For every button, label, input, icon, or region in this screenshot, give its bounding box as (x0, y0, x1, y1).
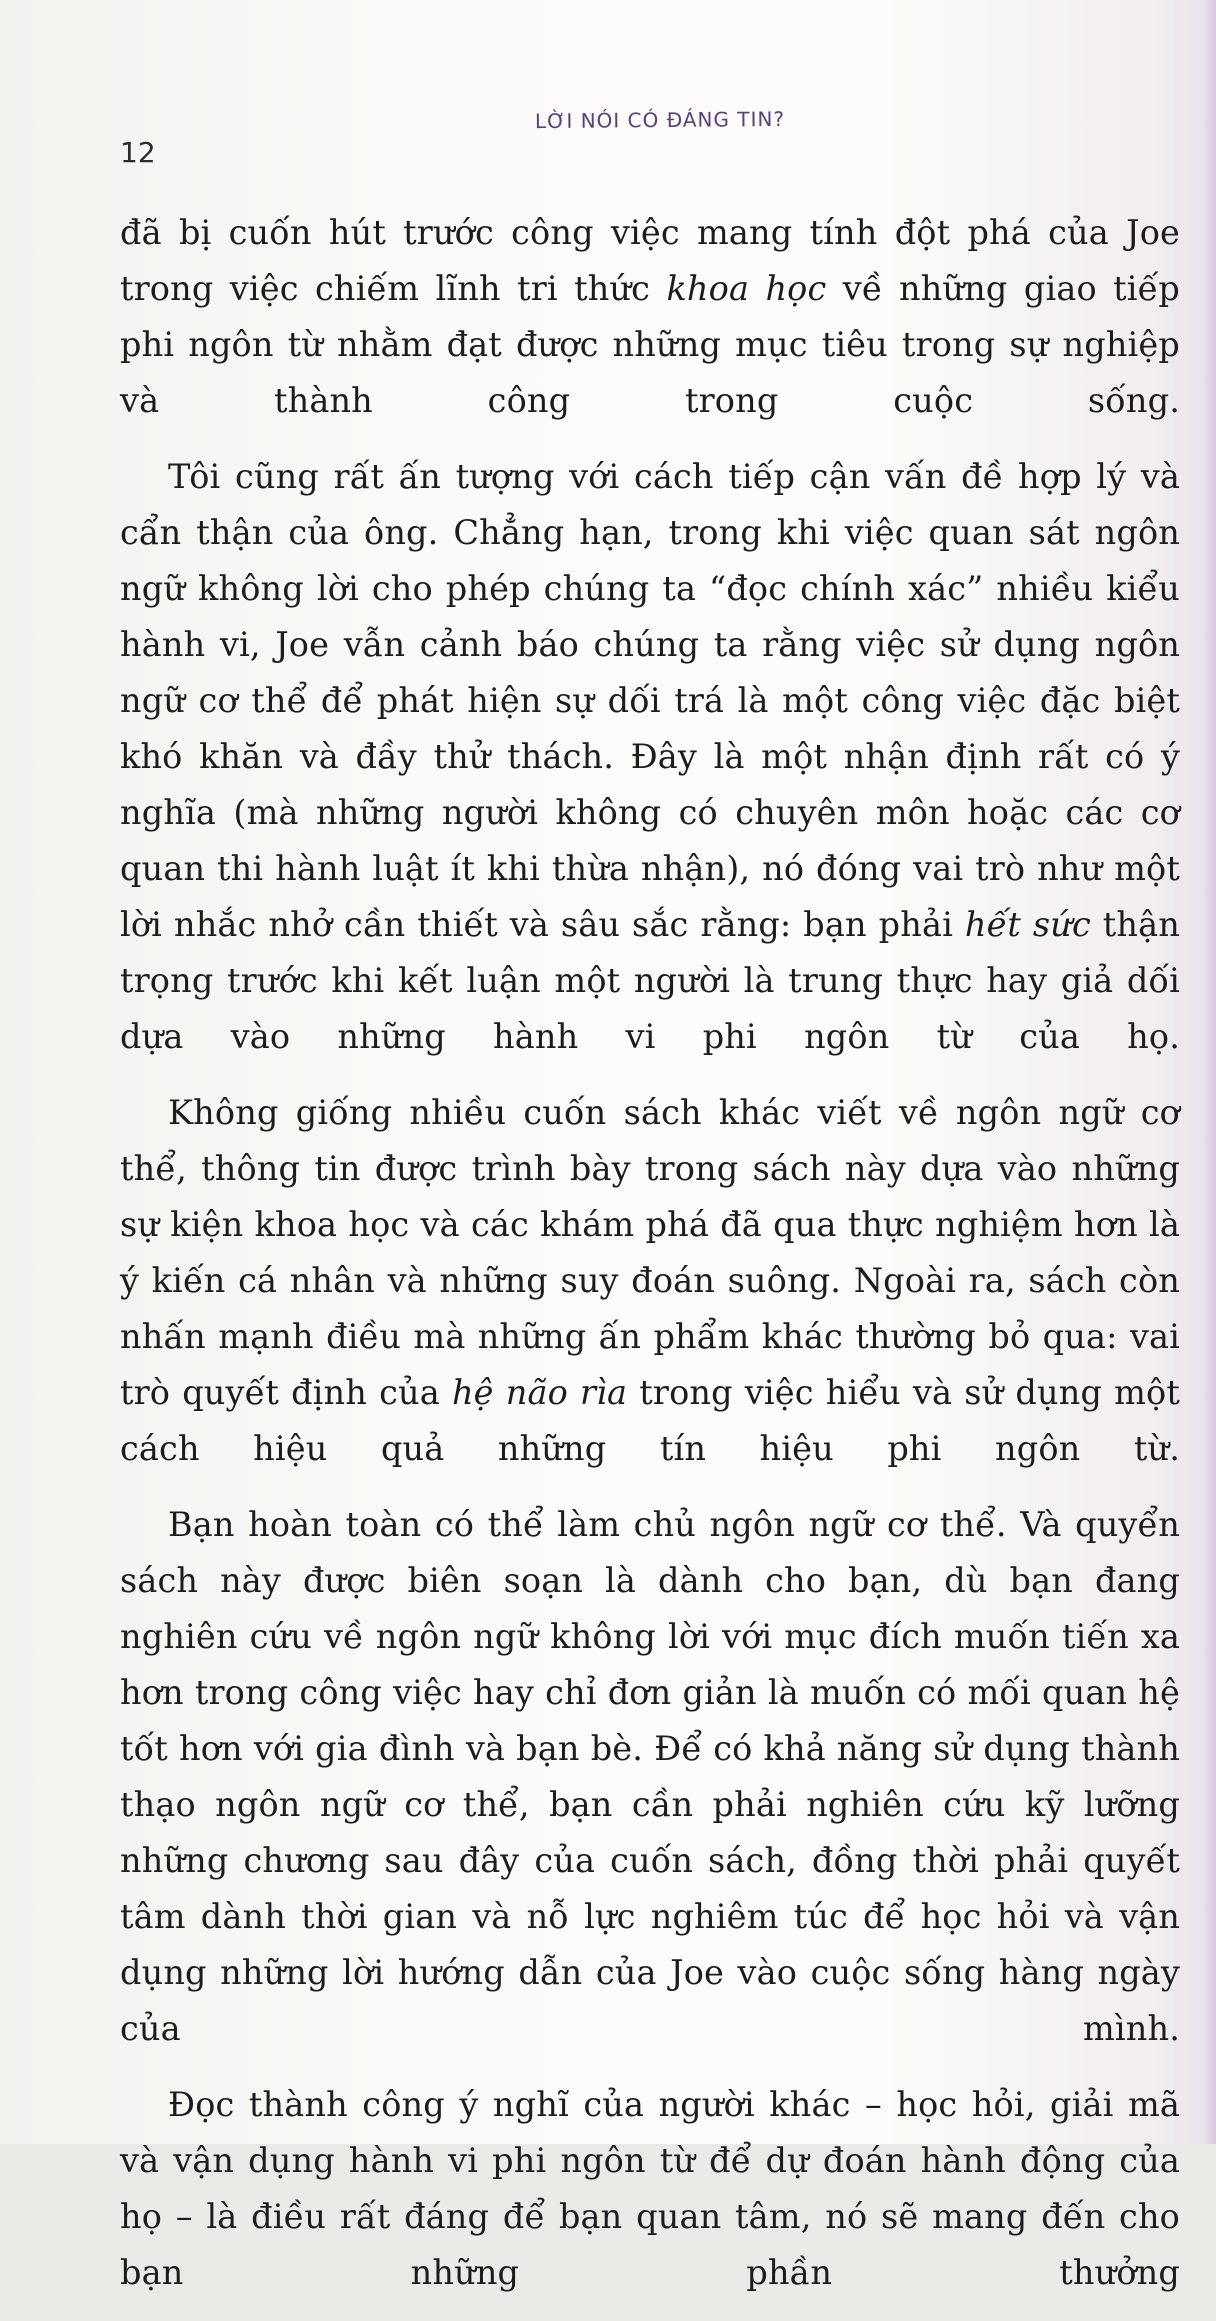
paragraph-2-italic: hết sức (964, 905, 1091, 944)
paragraph-2 (120, 449, 1180, 1065)
paragraph-4-text: Bạn hoàn toàn có thể làm chủ ngôn ngữ cơ thể. Và quyển sách này được biên soạn là dành cho bạn, dù bạn đang nghiên cứu về ngôn ngữ không lời với mục đích muốn tiến xa hơn trong công việc hay chỉ đơn giản là muốn có mối quan hệ tốt hơn với gia đình và bạn bè. Để có khả năng sử dụng thành thạo ngôn ngữ cơ thể, bạn cần phải nghiên cứu kỹ lưỡng những chương sau đây của cuốn sách, đồng thời phải quyết tâm dành thời gian và nỗ lực nghiêm túc để học hỏi và vận dụng những lời hướng dẫn của Joe vào cuộc sống hàng ngày của mình. (120, 1505, 1180, 2048)
paragraph-1-text-end: về những giao tiếp phi ngôn từ nhằm đạt được những mục tiêu trong sự nghiệp và thành công trong cuộc sống. (120, 269, 1180, 420)
page-edge-shadow (1202, 0, 1216, 2144)
body-text (120, 205, 1180, 2321)
paragraph-1 (120, 205, 1180, 429)
running-head: LỜI NÓI CÓ ĐÁNG TIN? (534, 106, 786, 134)
paragraph-4 (120, 1497, 1180, 2057)
paragraph-2-text-end: thận trọng trước khi kết luận một người là trung thực hay giả dối dựa vào những hành vi phi ngôn từ của họ. (120, 905, 1180, 1056)
paragraph-3-italic: hệ não rìa (451, 1373, 628, 1412)
page-number: 12 (120, 136, 156, 169)
paragraph-3 (120, 1085, 1180, 1477)
paragraph-3-text-end: trong việc hiểu và sử dụng một cách hiệu quả những tín hiệu phi ngôn từ. (120, 1373, 1180, 1468)
paragraph-1-text: đã bị cuốn hút trước công việc mang tính đột phá của Joe trong việc chiếm lĩnh tri thức (120, 213, 1180, 308)
paragraph-2-text: Tôi cũng rất ấn tượng với cách tiếp cận vấn đề hợp lý và cẩn thận của ông. Chẳng hạn, trong khi việc quan sát ngôn ngữ không lời cho phép chúng ta “đọc chính xác” nhiều kiểu hành vi, Joe vẫn cảnh báo chúng ta rằng việc sử dụng ngôn ngữ cơ thể để phát hiện sự dối trá là một công việc đặc biệt khó khăn và đầy thử thách. Đây là một nhận định rất có ý nghĩa (mà những người không có chuyên môn hoặc các cơ quan thi hành luật ít khi thừa nhận), nó đóng vai trò như một lời nhắc nhở cần thiết và sâu sắc rằng: bạn phải (120, 457, 1180, 944)
paragraph-5 (120, 2077, 1180, 2301)
paragraph-3-text: Không giống nhiều cuốn sách khác viết về ngôn ngữ cơ thể, thông tin được trình bày trong sách này dựa vào những sự kiện khoa học và các khám phá đã qua thực nghiệm hơn là ý kiến cá nhân và những suy đoán suông. Ngoài ra, sách còn nhấn mạnh điều mà những ấn phẩm khác thường bỏ qua: vai trò quyết định của (120, 1093, 1180, 1412)
paragraph-5-text: Đọc thành công ý nghĩ của người khác – học hỏi, giải mã và vận dụng hành vi phi ngôn từ để dự đoán hành động của họ – là điều rất đáng để bạn quan tâm, nó sẽ mang đến cho bạn những phần thưởng (120, 2085, 1180, 2292)
paragraph-1-italic: khoa học (666, 269, 827, 308)
